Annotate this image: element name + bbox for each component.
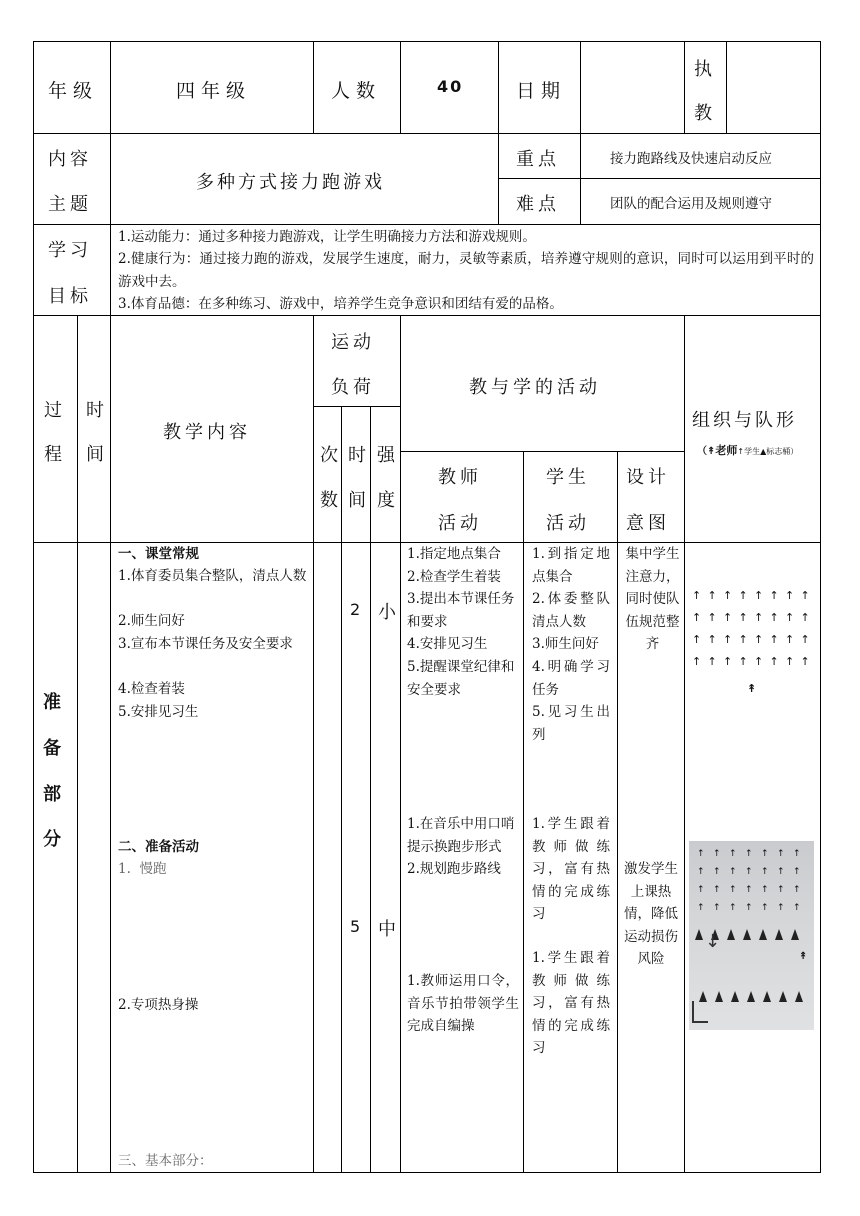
col-load-2: 负荷	[331, 377, 375, 398]
grid-line	[313, 41, 314, 133]
student-icon: ↑	[769, 589, 779, 602]
grid-line	[400, 315, 401, 1173]
student-icon: ↑	[697, 903, 705, 913]
count-value: 40	[437, 77, 464, 96]
part1-heading: 一、课堂常规	[118, 546, 199, 562]
goals-label-1: 学习	[48, 240, 92, 261]
cone-icon	[743, 929, 751, 940]
path-arrow-icon: ↓	[705, 931, 721, 952]
part1-item-5: 5.安排见习生	[118, 704, 199, 720]
part3-heading: 三、基本部分：	[118, 1153, 213, 1169]
grid-line	[370, 406, 371, 1173]
teacher-label-2: 教	[694, 103, 716, 124]
teacher-legend-icon: ↟	[707, 446, 716, 457]
col-teacher-1: 教师	[438, 467, 482, 488]
student-icon: ↑	[713, 903, 721, 913]
student-icon: ↑	[777, 849, 785, 859]
section-char-2: 备	[43, 738, 65, 759]
col-teacher-2: 活动	[438, 513, 482, 534]
student-icon: ↑	[692, 655, 702, 668]
grid-line	[110, 41, 111, 315]
student-icon: ↑	[729, 903, 737, 913]
section-char-3: 部	[43, 784, 65, 805]
grid-line	[33, 133, 821, 134]
student-icon: ↑	[692, 633, 702, 646]
part2-duration: 5	[350, 917, 361, 936]
student-icon: ↑	[707, 633, 717, 646]
goals-label-2: 目标	[48, 286, 92, 307]
grid-line	[523, 451, 524, 1173]
student-icon: ↑	[769, 655, 779, 668]
student-icon: ↑	[697, 885, 705, 895]
student-icon: ↑	[761, 903, 769, 913]
section-char-1: 准	[43, 692, 65, 713]
formation-photo-warmup	[689, 841, 814, 1030]
date-label: 日期	[516, 80, 567, 102]
col-duration-1: 时	[348, 445, 370, 466]
col-content: 教学内容	[163, 422, 251, 443]
student-icon: ↑	[785, 611, 795, 624]
grid-line	[33, 41, 34, 1173]
student-icon: ↑	[738, 611, 748, 624]
student-icon: ↑	[793, 903, 801, 913]
part2-teacher-activity-2: 1.教师运用口令，音乐节拍带领学生完成自编操	[407, 973, 519, 1035]
student-icon: ↑	[800, 633, 810, 646]
student-icon: ↑	[785, 655, 795, 668]
grid-line	[77, 315, 78, 1173]
student-icon: ↑	[754, 589, 764, 602]
cone-icon	[727, 929, 735, 940]
grid-line	[498, 41, 499, 224]
col-time-1: 时	[86, 400, 108, 421]
formation-diagram-routine	[690, 588, 816, 698]
student-icon: ↑	[738, 633, 748, 646]
grid-line	[498, 178, 821, 179]
grade-value: 四年级	[176, 80, 252, 102]
student-icon: ↑	[761, 867, 769, 877]
student-icon: ↑	[745, 903, 753, 913]
part1-item-2: 2.师生问好	[118, 613, 185, 629]
part2-intensity: 中	[378, 919, 396, 940]
grid-line	[33, 41, 821, 42]
col-process-2: 程	[44, 444, 66, 465]
path-corner-icon	[692, 1001, 708, 1023]
col-intensity-2: 度	[377, 490, 399, 511]
topic-label-1: 内容	[48, 149, 92, 170]
legend-prefix: （	[697, 446, 707, 457]
student-icon: ↑	[777, 867, 785, 877]
part2-design: 激发学生上课热情，降低运动损伤风险	[624, 861, 678, 968]
student-icon: ↑	[697, 867, 705, 877]
difficulty-value: 团队的配合运用及规则遵守	[610, 196, 772, 212]
col-formation: 组织与队形	[692, 410, 797, 431]
cone-icon	[731, 991, 739, 1002]
key-label: 重点	[516, 149, 560, 170]
teacher-icon: ↟	[799, 951, 808, 962]
legend-teacher: 老师	[715, 444, 738, 457]
student-icon: ↑	[707, 611, 717, 624]
goal-item-3: 3.体育品德：在多种练习、游戏中，培养学生竞争意识和团结有爱的品格。	[118, 296, 563, 312]
grid-line	[617, 451, 618, 1173]
student-icon: ↑	[692, 589, 702, 602]
student-icon: ↑	[738, 655, 748, 668]
part1-intensity: 小	[378, 602, 396, 623]
col-activities: 教与学的活动	[469, 377, 601, 398]
part2-heading: 二、准备活动	[118, 839, 199, 855]
student-icon: ↑	[800, 655, 810, 668]
grid-line	[820, 41, 821, 1173]
part1-item-1: 1.体育委员集合整队，清点人数	[118, 568, 307, 584]
grid-line	[580, 133, 581, 224]
col-process-1: 过	[44, 400, 66, 421]
student-icon: ↑	[800, 611, 810, 624]
student-icon: ↑	[754, 633, 764, 646]
student-icon: ↑	[745, 867, 753, 877]
cone-icon	[763, 991, 771, 1002]
student-icon: ↑	[723, 633, 733, 646]
formation-legend	[697, 442, 798, 458]
student-icon: ↑	[777, 885, 785, 895]
part2-item-2: 2.专项热身操	[118, 997, 199, 1013]
student-icon: ↑	[754, 655, 764, 668]
part2-student-activity-1: 1.学生跟着教师做练习，富有热情的完成练习	[532, 816, 610, 923]
part1-design: 集中学生注意力，同时使队伍规范整齐	[625, 546, 680, 653]
grid-line	[684, 41, 685, 133]
part2-student-activity-2: 1.学生跟着教师做练习，富有热情的完成练习	[532, 950, 610, 1057]
grid-line	[33, 224, 821, 225]
student-icon: ↑	[723, 655, 733, 668]
topic-title: 多种方式接力跑游戏	[196, 172, 385, 193]
student-icon: ↑	[769, 633, 779, 646]
col-student-1: 学生	[546, 467, 590, 488]
student-icon: ↑	[723, 589, 733, 602]
grid-line	[684, 315, 685, 1173]
col-count-2: 数	[320, 490, 342, 511]
student-icon: ↑	[785, 589, 795, 602]
student-icon: ↑	[713, 885, 721, 895]
grid-line	[580, 41, 581, 133]
student-icon: ↑	[713, 867, 721, 877]
key-value: 接力跑路线及快速启动反应	[610, 151, 772, 167]
student-icon: ↑	[777, 903, 785, 913]
part1-teacher-activity: 1.指定地点集合 2.检查学生着装 3.提出本节课任务和要求 4.安排见习生 5.提醒课堂纪律和安全要求	[407, 546, 515, 698]
col-design-2: 意图	[626, 513, 670, 534]
student-icon: ↑	[692, 611, 702, 624]
topic-label-2: 主题	[48, 194, 92, 215]
student-icon: ↑	[738, 589, 748, 602]
col-load-1: 运动	[331, 332, 375, 353]
part1-item-3: 3.宣布本节课任务及安全要求	[118, 636, 293, 652]
part1-duration: 2	[350, 600, 361, 619]
cone-icon	[759, 929, 767, 940]
difficulty-label: 难点	[516, 194, 560, 215]
legend-rest: ↑学生▲标志桶）	[737, 447, 799, 456]
part2-teacher-activity-1: 1.在音乐中用口哨提示换跑步形式 2.规划跑步路线	[407, 816, 515, 878]
cone-icon	[779, 991, 787, 1002]
col-duration-2: 间	[348, 490, 370, 511]
grade-label: 年级	[48, 80, 99, 102]
col-intensity-1: 强	[377, 445, 399, 466]
student-icon: ↑	[793, 885, 801, 895]
student-icon: ↑	[769, 611, 779, 624]
grid-line	[341, 406, 342, 1173]
col-design-1: 设计	[626, 467, 670, 488]
student-icon: ↑	[761, 849, 769, 859]
grid-line	[726, 41, 727, 133]
grid-line	[400, 41, 401, 133]
grid-line	[400, 451, 684, 452]
part2-item-1: 1. 慢跑	[118, 861, 167, 877]
student-icon: ↑	[707, 655, 717, 668]
student-icon: ↑	[729, 885, 737, 895]
count-label: 人数	[331, 80, 382, 102]
grid-line	[313, 406, 400, 407]
cone-icon	[715, 991, 723, 1002]
grid-line	[110, 315, 111, 1173]
student-icon: ↑	[697, 849, 705, 859]
student-icon: ↑	[761, 885, 769, 895]
col-count-1: 次	[320, 445, 342, 466]
student-icon: ↑	[723, 611, 733, 624]
student-icon: ↑	[745, 849, 753, 859]
goal-item-2: 2.健康行为：通过接力跑的游戏，发展学生速度，耐力，灵敏等素质，培养遵守规则的意识，同时可以运用到平时的游戏中去。	[118, 251, 814, 290]
teacher-icon: ↟	[747, 682, 757, 695]
student-icon: ↑	[713, 849, 721, 859]
cone-icon	[695, 929, 703, 940]
student-icon: ↑	[729, 849, 737, 859]
student-icon: ↑	[754, 611, 764, 624]
section-char-4: 分	[43, 829, 65, 850]
student-icon: ↑	[707, 589, 717, 602]
cone-icon	[775, 929, 783, 940]
student-icon: ↑	[745, 885, 753, 895]
grid-line	[313, 315, 314, 1173]
part1-item-4: 4.检查着装	[118, 681, 185, 697]
student-icon: ↑	[793, 867, 801, 877]
col-time-2: 间	[86, 444, 108, 465]
student-icon: ↑	[800, 589, 810, 602]
part1-student-activity: 1.到指定地点集合 2.体委整队清点人数 3.师生问好 4.明确学习任务 5.见习生出列	[532, 546, 610, 743]
teacher-label-1: 执	[694, 59, 716, 80]
student-icon: ↑	[785, 633, 795, 646]
cone-icon	[795, 991, 803, 1002]
student-icon: ↑	[729, 867, 737, 877]
cone-icon	[791, 929, 799, 940]
student-icon: ↑	[793, 849, 801, 859]
cone-icon	[747, 991, 755, 1002]
col-student-2: 活动	[546, 513, 590, 534]
goal-item-1: 1.运动能力：通过多种接力跑游戏，让学生明确接力方法和游戏规则。	[118, 229, 536, 245]
